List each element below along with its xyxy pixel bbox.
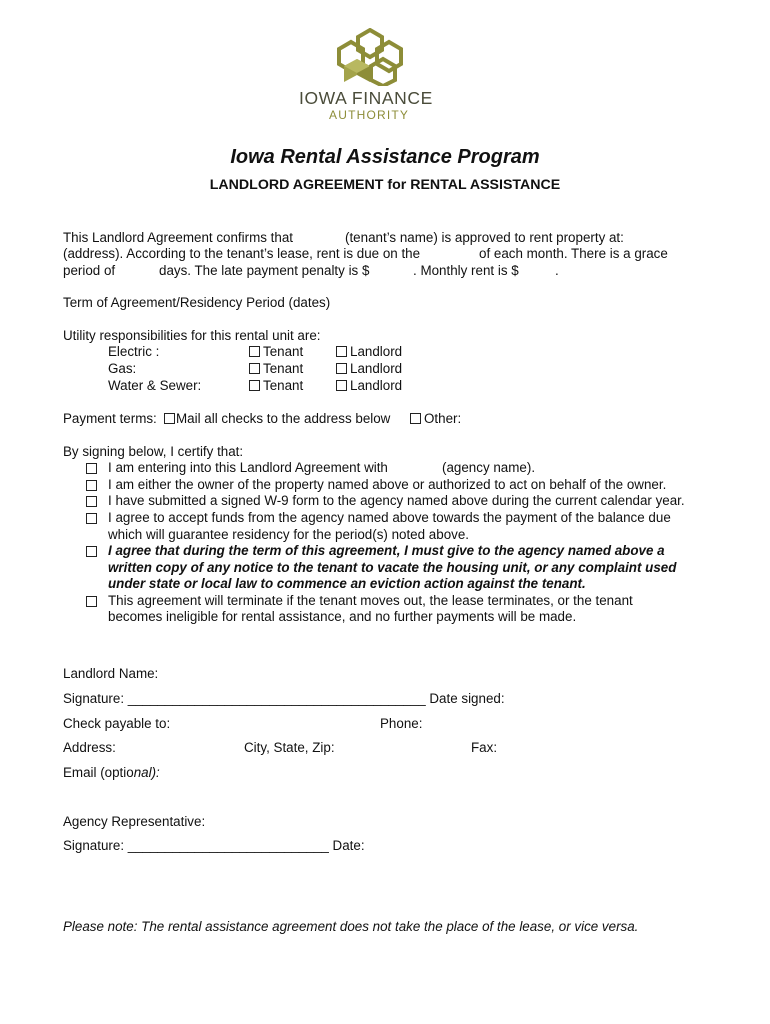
footer-note: Please note: The rental assistance agreement does not take the place of the lease, or vice versa. (63, 919, 639, 934)
city-state-zip-label: City, State, Zip: (244, 740, 335, 755)
certify-item6-line2: becomes ineligible for rental assistance, and no further payments will be made. (108, 609, 577, 624)
certify-item1-end: (agency name). (442, 460, 536, 475)
checkbox-icon[interactable] (249, 363, 260, 374)
certify-item4-line1: I agree to accept funds from the agency named above towards the payment of the balance due (108, 510, 671, 525)
intro-line3-d: . (555, 263, 559, 278)
checkbox-icon[interactable] (336, 380, 347, 391)
landlord-name-label: Landlord Name: (63, 666, 159, 681)
utility-electric-tenant[interactable] (249, 344, 303, 361)
checkbox-icon[interactable] (86, 480, 97, 491)
certify-heading: By signing below, I certify that: (63, 444, 244, 459)
intro-line1-start: This Landlord Agreement confirms that (63, 230, 293, 245)
email-label (63, 765, 160, 782)
certify-item3: I have submitted a signed W-9 form to the agency named above during the current calendar year. (108, 493, 685, 508)
intro-line2-end: of each month. There is a grace (479, 246, 668, 261)
certify-item5-line3: under state or local law to commence an eviction action against the tenant. (108, 576, 586, 591)
checkbox-icon[interactable] (249, 380, 260, 391)
intro-line1-end: (tenant’s name) is approved to rent property at: (345, 230, 624, 245)
utility-gas-landlord[interactable] (336, 361, 402, 378)
logo-title: IOWA FINANCE (299, 88, 433, 108)
utility-electric-landlord[interactable] (336, 344, 402, 361)
certify-item1-start: I am entering into this Landlord Agreement with (108, 460, 388, 475)
checkbox-icon[interactable] (86, 546, 97, 557)
logo-subtitle: AUTHORITY (329, 108, 410, 122)
utility-water-landlord[interactable] (336, 378, 402, 395)
intro-line3-a: period of (63, 263, 116, 278)
checkbox-icon[interactable] (336, 363, 347, 374)
fax-label: Fax: (471, 740, 498, 755)
checkbox-icon[interactable] (86, 596, 97, 607)
checkbox-icon[interactable] (86, 463, 97, 474)
intro-line2-start: (address). According to the tenant’s lease, rent is due on the (63, 246, 421, 261)
document-title: Iowa Rental Assistance Program (230, 146, 540, 168)
certify-item2: I am either the owner of the property named above or authorized to act on behalf of the owner. (108, 477, 667, 492)
utility-gas-label: Gas: (108, 361, 137, 376)
utility-water-label: Water & Sewer: (108, 378, 202, 393)
check-payable-label: Check payable to: (63, 716, 171, 731)
checkbox-icon[interactable] (86, 513, 97, 524)
document-subtitle: LANDLORD AGREEMENT for RENTAL ASSISTANCE (209, 177, 561, 193)
payment-option-mail-label: Mail all checks to the address below (176, 411, 391, 426)
tenant-label: Tenant (263, 378, 304, 393)
email-label-end: nal): (133, 765, 160, 780)
payment-option-mail[interactable] (164, 411, 390, 428)
utility-electric-label: Electric : (108, 344, 160, 359)
landlord-label: Landlord (350, 344, 403, 359)
tenant-label: Tenant (263, 344, 304, 359)
address-label: Address: (63, 740, 116, 755)
tenant-label: Tenant (263, 361, 304, 376)
checkbox-icon[interactable] (249, 346, 260, 357)
certify-item5-line1: I agree that during the term of this agreement, I must give to the agency named above a (108, 543, 665, 558)
checkbox-icon[interactable] (410, 413, 421, 424)
phone-label: Phone: (380, 716, 423, 731)
utility-water-tenant[interactable] (249, 378, 303, 395)
agency-representative-label: Agency Representative: (63, 814, 206, 829)
checkbox-icon[interactable] (336, 346, 347, 357)
payment-option-other[interactable] (410, 411, 461, 428)
landlord-label: Landlord (350, 378, 403, 393)
utilities-heading: Utility responsibilities for this rental unit are: (63, 328, 321, 343)
email-label-start: Email (optio (63, 765, 134, 780)
certify-item6-line1: This agreement will terminate if the tenant moves out, the lease terminates, or the tenant (108, 593, 633, 608)
intro-line3-c: . Monthly rent is $ (413, 263, 519, 278)
iowa-finance-logo-icon (334, 28, 406, 86)
agency-signature-line: Signature: ___________________________ Date: (63, 838, 365, 853)
term-label: Term of Agreement/Residency Period (dates) (63, 295, 331, 310)
checkbox-icon[interactable] (164, 413, 175, 424)
payment-option-other-label: Other: (424, 411, 462, 426)
certify-item4-line2: which will guarantee residency for the period(s) noted above. (108, 527, 470, 542)
landlord-signature-line: Signature: ________________________________________ Date signed: (63, 691, 505, 706)
intro-line3-b: days. The late payment penalty is $ (159, 263, 370, 278)
payment-terms-label: Payment terms: (63, 411, 157, 426)
landlord-label: Landlord (350, 361, 403, 376)
checkbox-icon[interactable] (86, 496, 97, 507)
certify-item5-line2: written copy of any notice to the tenant to vacate the housing unit, or any complaint used (108, 560, 677, 575)
utility-gas-tenant[interactable] (249, 361, 303, 378)
